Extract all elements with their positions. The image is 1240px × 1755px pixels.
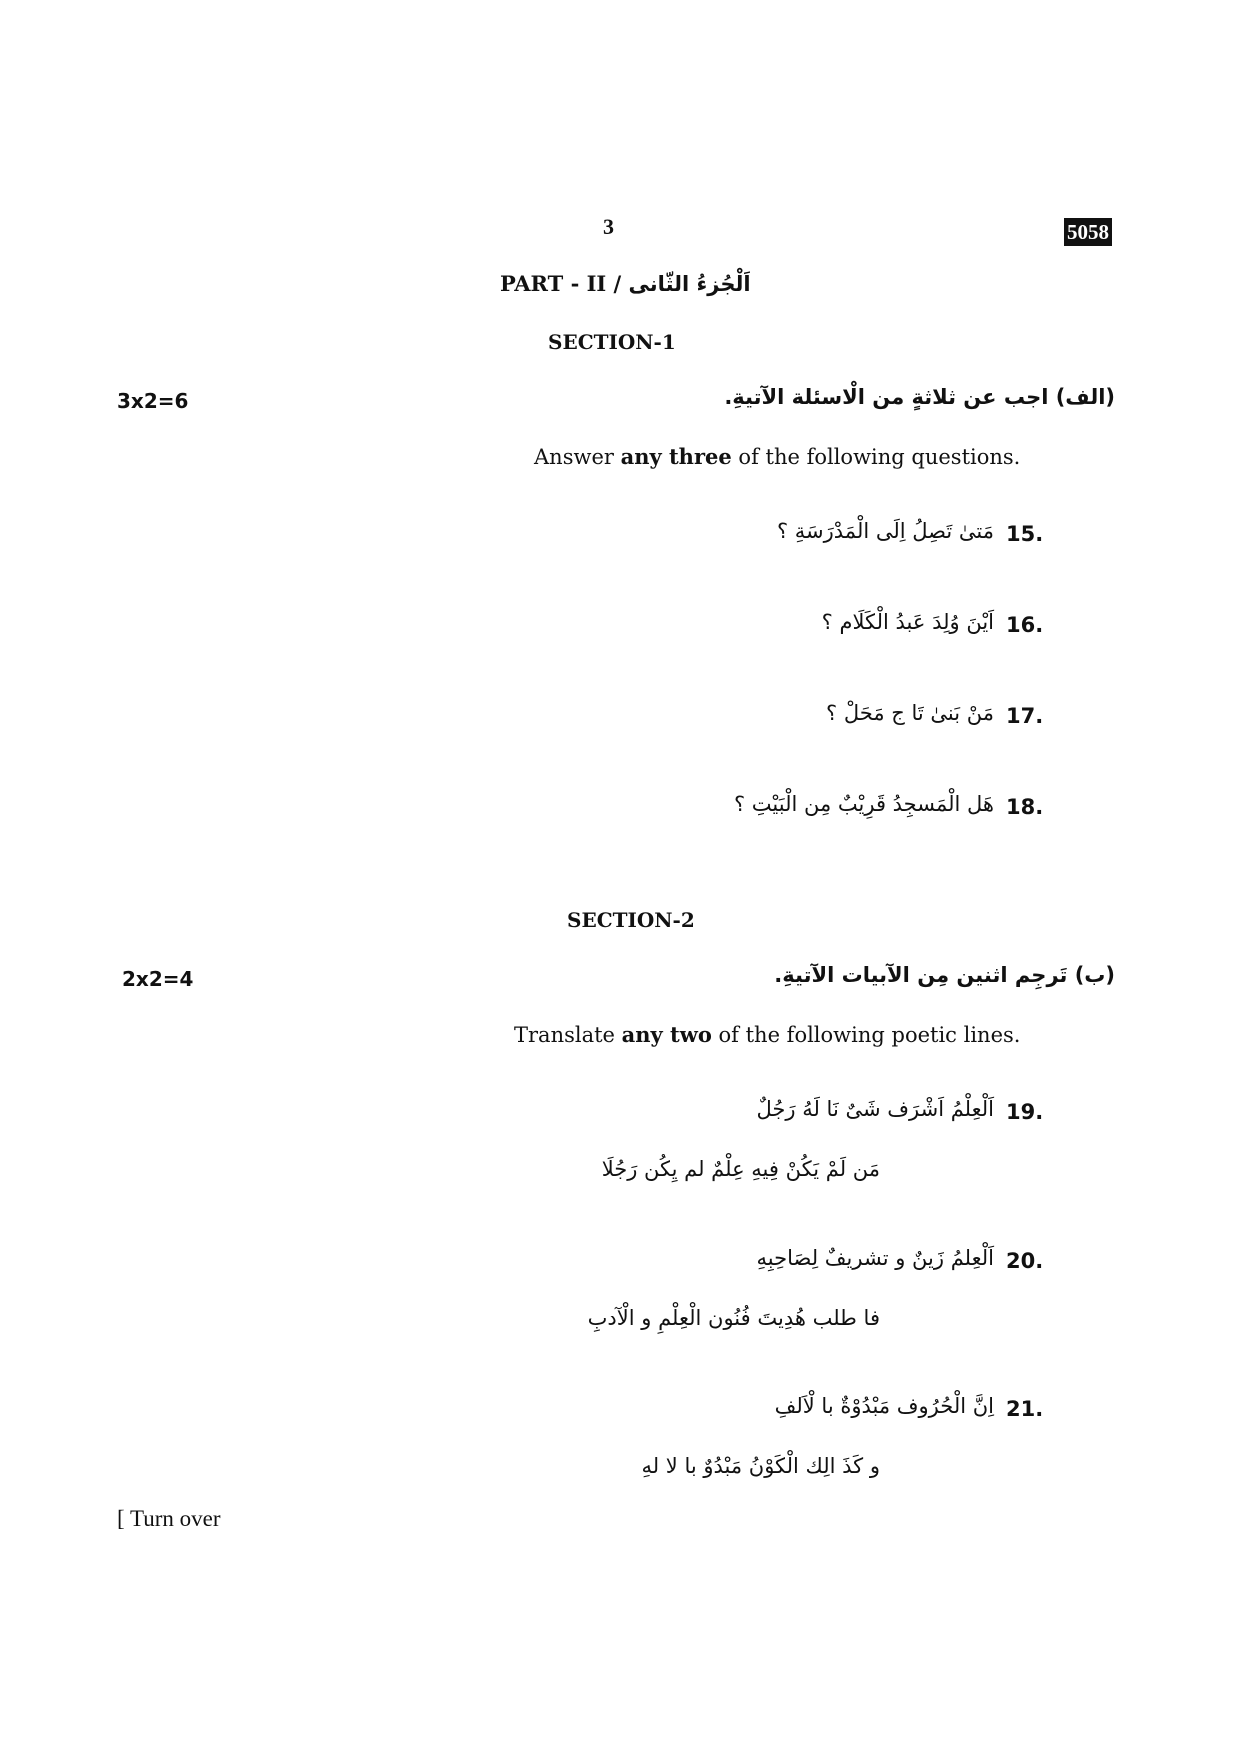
- instruction-text: of the following questions.: [731, 445, 1021, 469]
- question-text: مَتیٰ تَصِلُ اِلَی الْمَدْرَسَةِ ؟: [776, 519, 994, 543]
- instruction-emphasis: any three: [620, 444, 732, 469]
- verse-number: 20.: [1006, 1249, 1044, 1273]
- part-title-arabic: اَلْجُزءُ الثّانی: [628, 272, 751, 296]
- part-title-english: PART - II /: [500, 271, 622, 296]
- question-number: 17.: [1006, 704, 1044, 728]
- instruction-text: of the following poetic lines.: [711, 1023, 1021, 1047]
- section1-instruction-arabic: (الف) اجب عن ثلاثةٍ من الْاسئلة الآتيةِ.: [724, 385, 1115, 409]
- part-title: [500, 271, 751, 296]
- question-number: 16.: [1006, 613, 1044, 637]
- verse-line-2: فا طلب هُدِیتَ فُنُون الْعِلْمِ و الْآدبِ: [587, 1306, 880, 1330]
- section2-title: SECTION-2: [567, 908, 695, 932]
- instruction-emphasis: any two: [621, 1022, 712, 1047]
- question-number: 15.: [1006, 522, 1044, 546]
- paper-code-badge: 5058: [1064, 218, 1112, 246]
- verse-line-1: اَلْعِلمُ زَینٌ و تشریفٌ لِصَاحِبِهِ: [756, 1246, 994, 1270]
- verse-line-2: و كَذَ الِك الْكَوْنُ مَبْدُوٌ با لا لهِ: [641, 1454, 880, 1478]
- verse-line-2: مَن لَمْ یَكُنْ فِیهِ عِلْمٌ لم یِكُن رَجُلَا: [601, 1157, 880, 1181]
- question-number: 18.: [1006, 795, 1044, 819]
- verse-line-1: اَلْعِلْمُ اَشْرَف شَیٌ نَا لَهُ رَجُلٌ: [756, 1097, 994, 1121]
- section2-marks: 2x2=4: [122, 967, 194, 991]
- verse-number: 21.: [1006, 1397, 1044, 1421]
- section1-marks: 3x2=6: [117, 389, 189, 413]
- section2-instruction-arabic: (ب) تَرجِم اثنین مِن الآبیات الآتیةِ.: [774, 963, 1115, 987]
- section1-instruction-english: [534, 444, 1020, 469]
- instruction-text: Answer: [534, 445, 621, 469]
- turn-over-note: [ Turn over: [117, 1506, 221, 1531]
- question-text: مَنْ بَنیٰ تَا ج مَحَلْ ؟: [826, 701, 994, 725]
- question-text: اَیْنَ وُلِدَ عَبدُ الْكَلَام ؟: [821, 610, 994, 634]
- section1-title: SECTION-1: [548, 330, 676, 354]
- page-number: 3: [603, 214, 614, 239]
- instruction-text: Translate: [514, 1023, 622, 1047]
- verse-line-1: اِنَّ الْحُرُوف مَبْدُوْةٌ با لْاَلفِ: [774, 1394, 994, 1418]
- section2-instruction-english: [514, 1022, 1020, 1047]
- question-text: هَل الْمَسجِدُ قَرِیْبٌ مِن الْبَیْتِ ؟: [733, 792, 994, 816]
- verse-number: 19.: [1006, 1100, 1044, 1124]
